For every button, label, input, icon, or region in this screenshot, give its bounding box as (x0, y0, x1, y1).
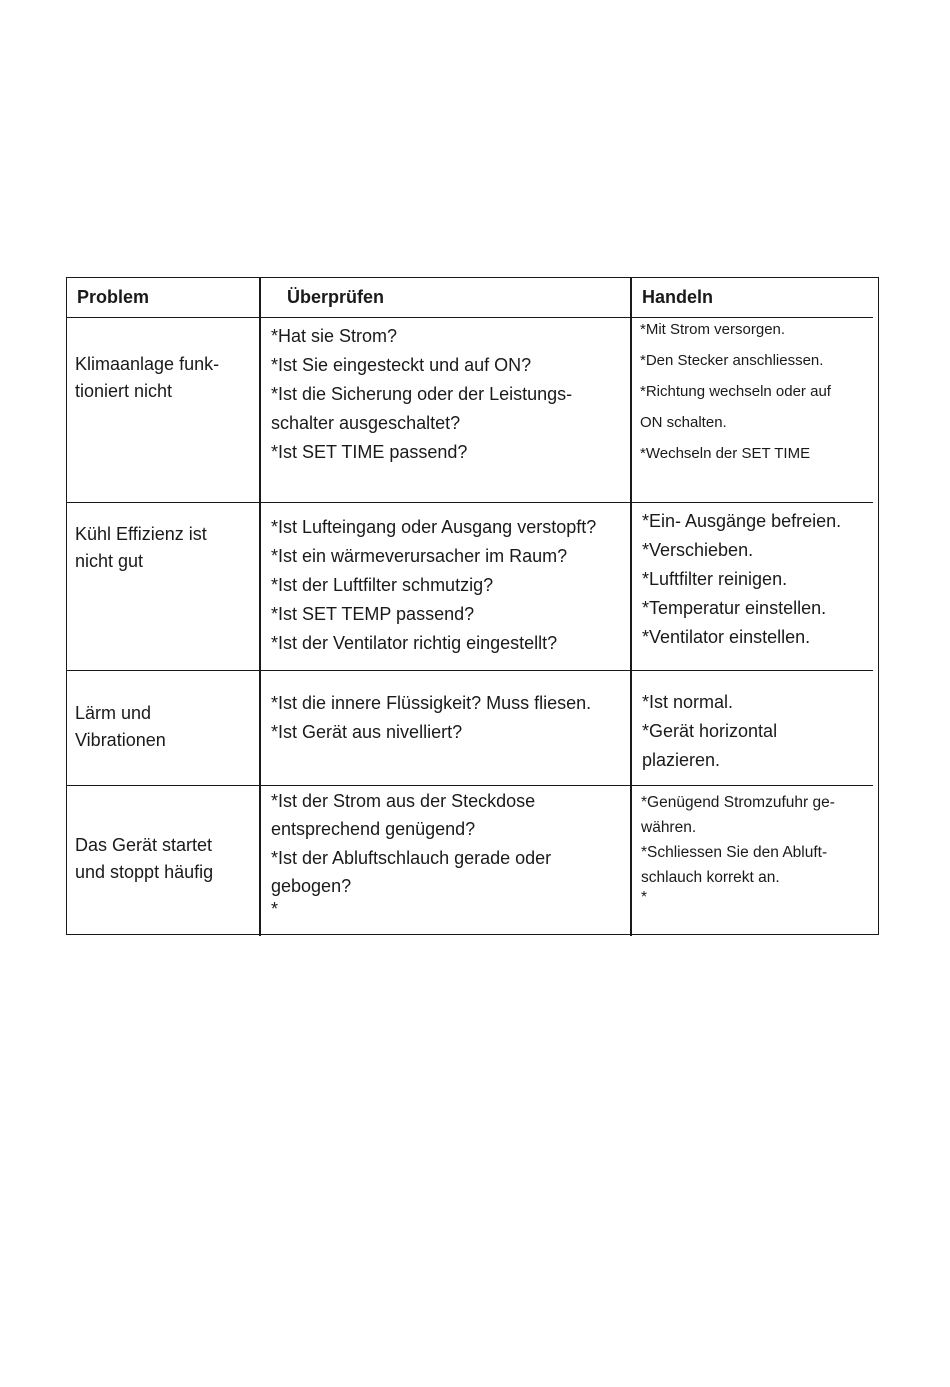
action-line: *Temperatur einstellen. (642, 598, 827, 618)
problem-line: Kühl Effizienz ist (75, 524, 207, 544)
check-line: *Hat sie Strom? (271, 326, 398, 346)
action-line: *Ein- Ausgänge befreien. (642, 511, 842, 531)
problem-line: nicht gut (75, 551, 144, 571)
row-3-action (642, 688, 777, 775)
check-line: *Ist SET TEMP passend? (271, 604, 475, 624)
action-line: *Verschieben. (642, 540, 754, 560)
action-line: *Wechseln der SET TIME (640, 445, 811, 462)
row-4-check (271, 788, 551, 918)
problem-line: Lärm und (75, 703, 152, 723)
action-line: *Gerät horizontal (642, 721, 778, 741)
header-check: Überprüfen (287, 287, 385, 307)
row-3-check (271, 689, 591, 747)
row-1-problem (75, 351, 219, 405)
check-line: *Ist der Ventilator richtig eingestellt? (271, 633, 558, 653)
action-line: plazieren. (642, 750, 721, 770)
action-line: *Den Stecker anschliessen. (640, 352, 824, 369)
action-line: *Schliessen Sie den Abluft- (641, 844, 828, 861)
problem-line: Klimaanlage funk- (75, 354, 220, 374)
header-action: Handeln (642, 287, 714, 307)
troubleshooting-table (66, 277, 879, 935)
action-line: ON schalten. (640, 414, 727, 431)
check-line: *Ist Sie eingesteckt und auf ON? (271, 355, 532, 375)
row-2-check (271, 513, 596, 658)
check-line: *Ist der Strom aus der Steckdose (271, 791, 536, 811)
problem-line: Vibrationen (75, 730, 166, 750)
row-2-problem (75, 521, 207, 575)
row-divider (67, 502, 873, 503)
check-line: *Ist Gerät aus nivelliert? (271, 722, 463, 742)
problem-line: Das Gerät startet (75, 835, 213, 855)
action-line: schlauch korrekt an. (641, 869, 780, 886)
column-divider (630, 278, 632, 936)
problem-line: tioniert nicht (75, 381, 173, 401)
action-line: *Ventilator einstellen. (642, 627, 811, 647)
action-line: * (641, 889, 648, 906)
action-line: währen. (641, 819, 697, 836)
row-2-action (642, 507, 841, 652)
action-line: *Mit Strom versorgen. (640, 321, 786, 338)
check-line: entsprechend genügend? (271, 819, 476, 839)
row-divider (67, 785, 873, 786)
check-line: * (271, 899, 279, 919)
row-4-problem (75, 832, 213, 886)
column-divider (259, 278, 261, 936)
row-4-action (641, 790, 835, 906)
check-line: *Ist der Luftfilter schmutzig? (271, 575, 494, 595)
check-line: *Ist Lufteingang oder Ausgang verstopft? (271, 517, 597, 537)
header-problem: Problem (77, 287, 150, 307)
check-line: schalter ausgeschaltet? (271, 413, 461, 433)
action-line: *Genügend Stromzufuhr ge- (641, 794, 835, 811)
check-line: *Ist die innere Flüssigkeit? Muss fliesen. (271, 693, 592, 713)
row-1-check (271, 322, 572, 467)
check-line: *Ist der Abluftschlauch gerade oder (271, 848, 552, 868)
check-line: *Ist ein wärmeverursacher im Raum? (271, 546, 568, 566)
check-line: gebogen? (271, 876, 352, 896)
check-line: *Ist die Sicherung oder der Leistungs- (271, 384, 573, 404)
row-1-action (640, 314, 831, 469)
action-line: *Ist normal. (642, 692, 734, 712)
action-line: *Luftfilter reinigen. (642, 569, 788, 589)
row-divider (67, 670, 873, 671)
check-line: *Ist SET TIME passend? (271, 442, 468, 462)
problem-line: und stoppt häufig (75, 862, 214, 882)
action-line: *Richtung wechseln oder auf (640, 383, 831, 400)
row-3-problem (75, 700, 166, 754)
